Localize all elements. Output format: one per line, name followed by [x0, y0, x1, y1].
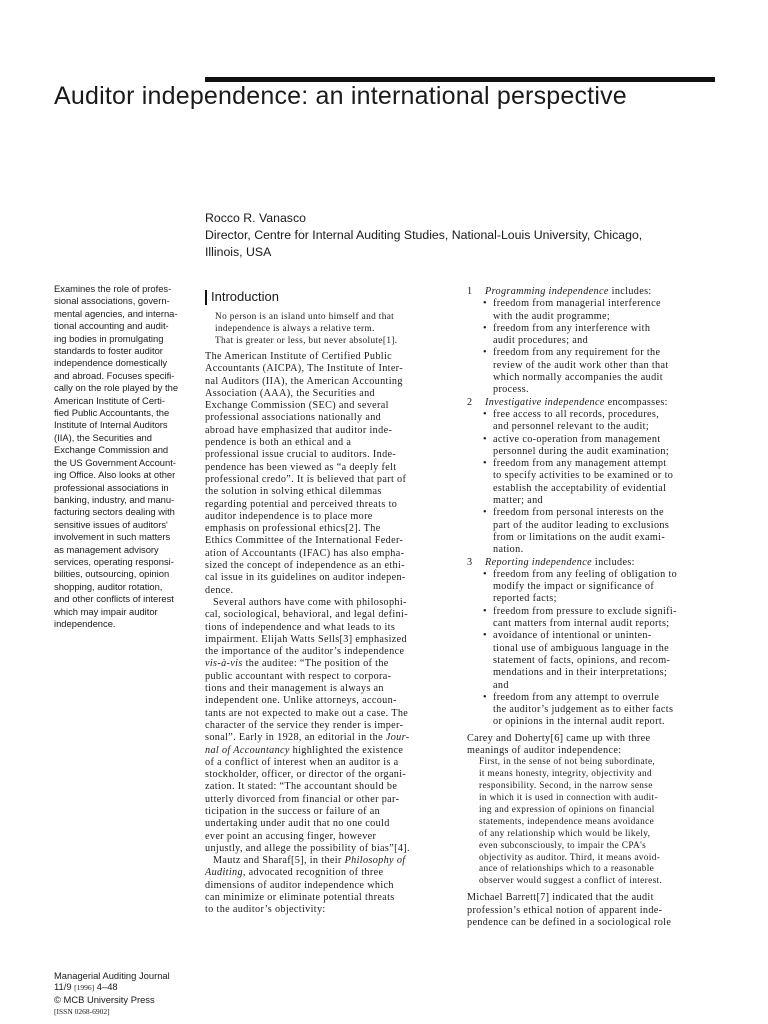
block-quote — [467, 757, 717, 888]
text-line: impairment. Elijah Watts Sells[3] emphasized — [205, 633, 407, 645]
bullet-continuation: review of the audit work other than that — [493, 359, 669, 371]
text-line: zation. It stated: “The accountant should be — [205, 781, 398, 793]
paragraph — [205, 671, 455, 732]
bullet-item: • freedom from any requirement for the — [467, 347, 717, 359]
text-line: character of the service they render is imper- — [205, 719, 404, 731]
paragraph — [205, 351, 455, 597]
text-line: independence. — [54, 617, 116, 629]
text-line: utterly divorced from financial or other par- — [205, 793, 400, 805]
bullet-item: • freedom from managerial interference — [467, 298, 717, 310]
journal-info — [54, 970, 202, 1018]
bullet-continuation: and — [493, 679, 509, 691]
italic-term: Auditing — [205, 867, 243, 879]
bullet-continuation: establish the acceptability of evidential — [493, 482, 667, 494]
text-line: tants are not expected to make out a case. The — [205, 707, 409, 719]
text-line: regarding potential and perceived threats to — [205, 498, 398, 510]
text-line: professional credo”. It is believed that part of — [205, 473, 407, 485]
body-column-left — [205, 288, 455, 917]
text-line: Ethics Committee of the International Feder- — [205, 535, 404, 547]
bullet-item: • avoidance of intentional or uninten- — [467, 630, 717, 642]
text-span: Mautz and Sharaf[5], in their — [213, 855, 345, 867]
journal-year: [1996] — [74, 983, 95, 993]
text-span: , advocated recognition of three — [242, 867, 384, 879]
text-line: statements, independence means avoidance — [479, 816, 655, 827]
text-line: No person is an island unto himself and that — [215, 312, 395, 322]
journal-citation — [54, 981, 202, 993]
text-line: involvement in such matters — [54, 531, 171, 543]
bullet-continuation: or opinions in the internal audit report. — [493, 716, 665, 728]
text-line: ing Office. Also looks at other — [54, 469, 176, 481]
text-line: cal, sociological, behavioral, and legal defini- — [205, 609, 408, 621]
numbered-item — [467, 557, 717, 569]
text-line: unjustly, and allege the possibility of bias”[4]. — [205, 842, 410, 854]
item-verb: includes: — [592, 556, 635, 568]
bullet-continuation: which normally accompanies the audit — [493, 372, 663, 384]
text-line: dimensions of auditor independence which — [205, 879, 394, 891]
text-line: ation of Accountants (IFAC) has also empha- — [205, 547, 405, 559]
item-number: 3 — [467, 556, 473, 568]
paragraph-line — [205, 867, 455, 879]
text-line: undertaking under audit that no one could — [205, 818, 390, 830]
item-verb: includes: — [608, 286, 652, 297]
text-line: the importance of the auditor’s independence — [205, 646, 405, 658]
text-line: Association (AAA), the Securities and — [205, 387, 375, 399]
item-number: 2 — [467, 396, 473, 408]
bullet-item: • freedom from personal interests on the — [467, 507, 717, 519]
text-line: That is greater or less, but never absolute[1]. — [215, 336, 398, 346]
text-line: facturing sectors dealing with — [54, 506, 175, 518]
text-line: Several authors have come with philosophi- — [213, 596, 407, 608]
text-line: ing and expression of opinions on financial — [479, 804, 655, 815]
bullet-continuation: statement of facts, opinions, and recom- — [493, 654, 671, 666]
italic-term: Jour- — [385, 732, 410, 744]
text-line: professional associations in — [54, 481, 169, 493]
independence-list — [467, 286, 717, 729]
text-line: Examines the role of profes- — [54, 283, 172, 294]
italic-term: nal of Accountancy — [205, 744, 290, 756]
bullet-item: • freedom from any interference with — [467, 323, 717, 335]
item-term: Programming independence — [485, 286, 609, 297]
paragraph — [205, 757, 455, 855]
bullet-item: • freedom from any management attempt — [467, 458, 717, 470]
text-span: the auditee: “The position of the — [242, 658, 389, 670]
paragraph — [467, 892, 717, 929]
text-line: ance of relationships which to a reasonable — [479, 864, 655, 875]
bullet-item: • free access to all records, procedures, — [467, 409, 717, 421]
journal-name: Managerial Auditing Journal — [54, 970, 170, 981]
text-line: emphasis on professional ethics[2]. The — [205, 523, 381, 535]
text-line: The American Institute of Certified Public — [205, 351, 392, 362]
text-line: American Institute of Certi- — [54, 394, 165, 406]
journal-publisher: © MCB University Press — [54, 993, 155, 1005]
text-line: objectivity as auditor. Third, it means avoid- — [479, 852, 661, 863]
bullet-continuation: to specify activities to be examined or to — [493, 470, 674, 482]
text-line: bilities, outsourcing, opinion — [54, 568, 170, 580]
text-line: abroad have emphasized that auditor inde- — [205, 424, 393, 436]
journal-pages: 4–48 — [96, 981, 118, 993]
text-line: services, operating responsi- — [54, 555, 174, 567]
numbered-item — [467, 397, 717, 409]
bullet-item: • freedom from any attempt to overrule — [467, 692, 717, 704]
text-line: to the auditor’s objectivity: — [205, 904, 326, 916]
author-name: Rocco R. Vanasco — [205, 211, 306, 225]
text-line: pendence can be defined in a sociological role — [467, 916, 672, 928]
text-span: sonal”. Early in 1928, an editorial in the — [205, 732, 386, 744]
bullet-continuation: mendations and in their interpretations; — [493, 667, 668, 679]
text-line: Accountants (AICPA), The Institute of Inter- — [205, 363, 403, 375]
item-term: Investigative independence — [485, 396, 605, 408]
text-line: dence. — [205, 584, 234, 596]
text-line: responsibility. Second, in the narrow sense — [479, 781, 653, 792]
text-line: independent one. Unlike attorneys, accoun- — [205, 695, 397, 707]
text-line: can minimize or eliminate potential threats — [205, 892, 395, 904]
text-line: ticipation in the success or failure of an — [205, 805, 381, 817]
author-affiliation-line: Director, Centre for Internal Auditing Studies, National-Louis University, Chicago, — [205, 228, 643, 242]
text-line: sensitive issues of auditors' — [54, 518, 168, 530]
text-line: sional associations, govern- — [54, 295, 170, 307]
item-term: Reporting independence — [485, 556, 592, 568]
text-line: tional accounting and audit- — [54, 320, 169, 332]
body-column-right — [467, 286, 717, 929]
italic-term: Philosophy of — [344, 855, 406, 867]
bullet-continuation: nation. — [493, 544, 524, 556]
bullet-item: • freedom from pressure to exclude signifi- — [467, 606, 717, 618]
text-line: banking, industry, and manu- — [54, 493, 175, 505]
item-verb: encompasses: — [604, 396, 668, 408]
text-line: as management advisory — [54, 543, 159, 555]
author-block — [205, 210, 725, 261]
text-line: nal Auditors (IIA), the American Accounting — [205, 375, 403, 387]
text-line: auditor independence is to place more — [205, 510, 373, 522]
text-line: tions of independence and what leads to its — [205, 621, 396, 633]
paragraph — [205, 597, 455, 658]
text-line: Exchange Commission and — [54, 444, 169, 456]
epigraph — [205, 311, 455, 347]
text-line: fied Public Accountants, the — [54, 407, 170, 419]
text-line: (IIA), the Securities and — [54, 431, 152, 443]
text-line: independence domestically — [54, 357, 168, 369]
text-line: stockholder, officer, or director of the organi- — [205, 769, 407, 781]
text-line: Michael Barrett[7] indicated that the audit — [467, 892, 654, 904]
bullet-continuation: and personnel relevant to the audit; — [493, 421, 650, 433]
paragraph-line — [205, 745, 455, 757]
bullet-continuation: from or limitations on the audit exami- — [493, 531, 666, 543]
text-line: of a conflict of interest when an auditor is a — [205, 756, 399, 768]
text-line: tions and their management is always an — [205, 683, 384, 695]
text-line: even subconsciously, to impair the CPA's — [479, 840, 647, 851]
text-line: the solution in solving ethical dilemmas — [205, 486, 382, 498]
text-line: meanings of auditor independence: — [467, 744, 622, 756]
text-line: and other conflicts of interest — [54, 593, 174, 605]
text-line: pendence is both an ethical and a — [205, 437, 352, 449]
italic-term: vis-à-vis — [205, 658, 243, 670]
bullet-continuation: tional use of ambiguous language in the — [493, 642, 670, 654]
text-line: which may impair auditor — [54, 605, 158, 617]
bullet-continuation: reported facts; — [493, 593, 557, 605]
text-line: profession’s ethical notion of apparent inde- — [467, 904, 663, 916]
text-line: mental agencies, and interna- — [54, 307, 178, 319]
text-line: Carey and Doherty[6] came up with three — [467, 732, 651, 744]
bullet-continuation: matter; and — [493, 495, 543, 507]
text-line: it means honesty, integrity, objectivity and — [479, 769, 652, 780]
bullet-item: • freedom from any feeling of obligation to — [467, 569, 717, 581]
text-line: cally on the role played by the — [54, 382, 179, 394]
article-title: Auditor independence: an international perspective — [54, 82, 627, 110]
bullet-item: • active co-operation from management — [467, 434, 717, 446]
text-line: shopping, auditor rotation, — [54, 580, 163, 592]
paragraph-line — [205, 732, 455, 744]
paragraph — [467, 733, 717, 758]
paragraph — [205, 880, 455, 917]
author-affiliation-line: Illinois, USA — [205, 245, 272, 259]
paragraph-line — [205, 855, 455, 867]
text-line: professional issue crucial to auditors. Inde- — [205, 449, 397, 461]
text-line: Exchange Commission (SEC) and several — [205, 400, 389, 412]
bullet-continuation: modify the impact or significance of — [493, 581, 655, 593]
text-line: and abroad. Focuses specifi- — [54, 369, 175, 381]
text-line: in which it is used in connection with audit- — [479, 793, 658, 803]
bullet-continuation: the auditor’s judgement as to either facts — [493, 704, 674, 716]
bullet-continuation: audit procedures; and — [493, 335, 589, 347]
text-line: independence is always a relative term. — [215, 324, 375, 334]
text-line: of any relationship which would be likely, — [479, 828, 651, 839]
text-line: standards to foster auditor — [54, 345, 163, 357]
text-line: the US Government Account- — [54, 456, 176, 468]
paragraph-line — [205, 658, 455, 670]
text-line: pendence has been viewed as “a deeply felt — [205, 461, 397, 473]
text-line: cal issue in its guidelines on auditor indepen- — [205, 572, 406, 584]
text-line: ing bodies in promulgating — [54, 332, 164, 344]
numbered-item — [467, 286, 717, 298]
bullet-continuation: with the audit programme; — [493, 310, 611, 322]
text-line: First, in the sense of not being subordinate, — [479, 757, 656, 768]
text-span: highlighted the existence — [289, 744, 404, 756]
item-number: 1 — [467, 286, 473, 297]
text-line: ever point an accusing finger, however — [205, 830, 377, 842]
text-line: sized the concept of independence as an ethi- — [205, 560, 405, 572]
text-line: public accountant with respect to corpora- — [205, 670, 392, 682]
journal-volume: 11/9 — [54, 981, 72, 993]
section-heading-introduction: Introduction — [205, 288, 455, 306]
journal-issn — [54, 1005, 202, 1017]
text-line: Institute of Internal Auditors — [54, 419, 168, 431]
bullet-continuation: cant matters from internal audit reports; — [493, 618, 670, 630]
bullet-continuation: part of the auditor leading to exclusions — [493, 519, 670, 531]
text-line: professional associations nationally and — [205, 412, 382, 424]
text-line: observer would suggest a conflict of interest. — [479, 876, 663, 887]
bullet-continuation: process. — [493, 384, 529, 396]
bullet-continuation: personnel during the audit examination; — [493, 445, 670, 457]
abstract — [54, 283, 202, 630]
issn: [ISSN 0268-6902] — [54, 1007, 110, 1017]
